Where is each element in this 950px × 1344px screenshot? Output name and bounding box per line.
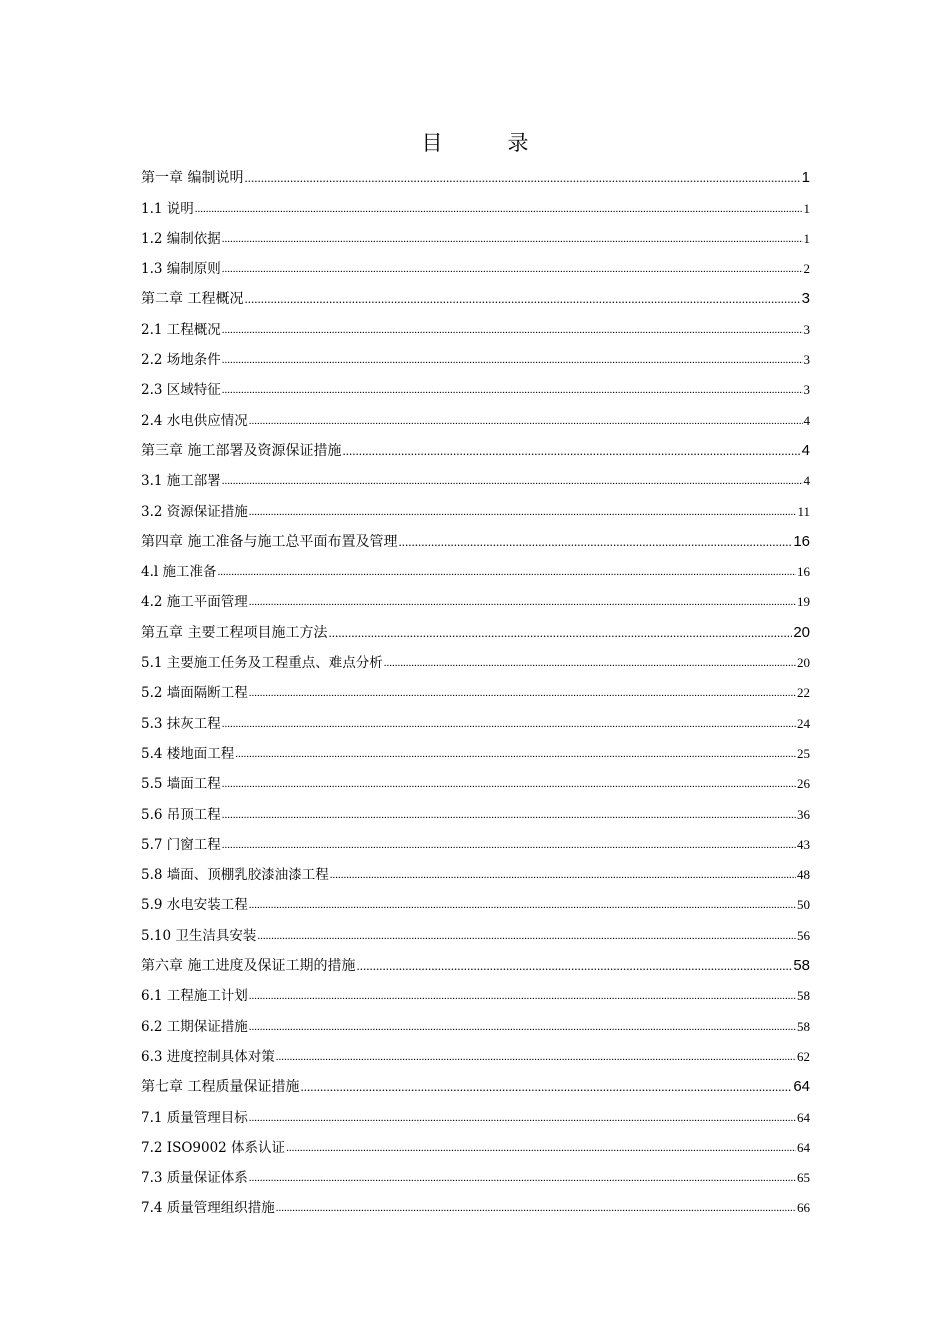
toc-entry-label: 3.1 施工部署 [141, 473, 221, 490]
toc-chapter-entry[interactable] [141, 278, 810, 308]
toc-section-entry[interactable] [141, 763, 810, 793]
toc-section-entry[interactable] [141, 1157, 810, 1187]
toc-page-number: 36 [797, 806, 810, 822]
toc-page-number: 1 [803, 230, 810, 246]
toc-dot-leader [235, 745, 796, 763]
toc-section-entry[interactable] [141, 1127, 810, 1157]
toc-page-number: 43 [797, 836, 810, 852]
toc-entry-label: 5.3 抹灰工程 [141, 715, 221, 732]
toc-dot-leader [222, 321, 803, 339]
toc-page-number: 58 [797, 988, 810, 1004]
toc-entry-label: 第二章 工程概况 [141, 291, 244, 308]
toc-entry-label: 2.2 场地条件 [141, 352, 221, 369]
toc-page-number: 2 [803, 261, 810, 277]
toc-page-number: 56 [797, 927, 810, 943]
toc-entry-label: 5.4 楼地面工程 [141, 745, 235, 762]
toc-dot-leader [222, 806, 796, 824]
toc-dot-leader [328, 624, 792, 642]
toc-page-number: 48 [797, 867, 810, 883]
toc-dot-leader [249, 1109, 796, 1127]
toc-title: 目 录 [421, 131, 551, 155]
toc-dot-leader [249, 503, 797, 521]
toc-page-number: 4 [801, 441, 810, 459]
toc-dot-leader [222, 715, 796, 733]
toc-entry-label: 4.l 施工准备 [141, 564, 217, 581]
toc-dot-leader [249, 896, 796, 914]
toc-entry-label: 5.2 墙面隔断工程 [141, 685, 248, 702]
toc-page-number: 11 [797, 503, 810, 519]
toc-dot-leader [384, 654, 796, 672]
toc-dot-leader [276, 1048, 796, 1066]
toc-page-number: 19 [797, 594, 810, 610]
toc-page-number: 64 [797, 1109, 810, 1125]
toc-dot-leader [249, 987, 796, 1005]
toc-entry-label: 第一章 编制说明 [141, 170, 244, 187]
toc-section-entry[interactable] [141, 793, 810, 823]
toc-dot-leader [286, 1139, 796, 1157]
toc-chapter-entry[interactable] [141, 157, 810, 187]
toc-entry-label: 2.4 水电供应情况 [141, 412, 248, 429]
toc-chapter-entry[interactable] [141, 611, 810, 641]
toc-page-number: 3 [803, 352, 810, 368]
toc-dot-leader [249, 1018, 796, 1036]
toc-section-entry[interactable] [141, 733, 810, 763]
toc-page-number: 24 [797, 715, 810, 731]
toc-chapter-entry[interactable] [141, 945, 810, 975]
toc-section-entry[interactable] [141, 490, 810, 520]
toc-entry-label: 5.10 卫生洁具安装 [141, 927, 257, 944]
toc-dot-leader [195, 200, 803, 218]
toc-entry-label: 5.8 墙面、顶棚乳胶漆油漆工程 [141, 867, 329, 884]
toc-section-entry[interactable] [141, 1036, 810, 1066]
toc-dot-leader [249, 1169, 796, 1187]
toc-dot-leader [276, 1199, 796, 1217]
toc-entry-label: 7.2 ISO9002 体系认证 [141, 1139, 286, 1156]
toc-section-entry[interactable] [141, 672, 810, 702]
toc-entry-label: 6.2 工期保证措施 [141, 1018, 248, 1035]
toc-entry-label: 7.1 质量管理目标 [141, 1109, 248, 1126]
toc-entry-label: 5.6 吊顶工程 [141, 806, 221, 823]
toc-chapter-entry[interactable] [141, 521, 810, 551]
toc-dot-leader [222, 472, 803, 490]
toc-entry-label: 6.1 工程施工计划 [141, 988, 248, 1005]
toc-section-entry[interactable] [141, 248, 810, 278]
toc-page-number: 4 [803, 412, 810, 428]
toc-dot-leader [330, 866, 796, 884]
toc-page-number: 3 [801, 290, 810, 308]
toc-section-entry[interactable] [141, 1005, 810, 1035]
toc-entry-label: 1.3 编制原则 [141, 261, 221, 278]
toc-page-number: 22 [797, 685, 810, 701]
toc-entry-label: 5.5 墙面工程 [141, 776, 221, 793]
toc-section-entry[interactable] [141, 642, 810, 672]
toc-dot-leader [222, 351, 803, 369]
toc-page-number: 64 [793, 1078, 810, 1096]
toc-entry-label: 2.3 区域特征 [141, 382, 221, 399]
toc-dot-leader [257, 927, 796, 945]
toc-entry-label: 1.2 编制依据 [141, 230, 221, 247]
toc-section-entry[interactable] [141, 702, 810, 732]
toc-entry-label: 6.3 进度控制具体对策 [141, 1048, 275, 1065]
toc-section-entry[interactable] [141, 1096, 810, 1126]
toc-entry-label: 5.1 主要施工任务及工程重点、难点分析 [141, 655, 383, 672]
toc-section-entry[interactable] [141, 369, 810, 399]
toc-page-number: 58 [797, 1018, 810, 1034]
toc-list [141, 157, 810, 1217]
toc-entry-label: 第五章 主要工程项目施工方法 [141, 624, 328, 641]
toc-page-number: 26 [797, 776, 810, 792]
toc-dot-leader [249, 684, 796, 702]
toc-entry-label: 4.2 施工平面管理 [141, 594, 248, 611]
toc-page-number: 1 [803, 200, 810, 216]
toc-section-entry[interactable] [141, 551, 810, 581]
toc-section-entry[interactable] [141, 218, 810, 248]
toc-dot-leader [222, 260, 803, 278]
toc-section-entry[interactable] [141, 460, 810, 490]
toc-page-number: 62 [797, 1048, 810, 1064]
toc-dot-leader [356, 957, 792, 975]
toc-page-number: 64 [797, 1139, 810, 1155]
toc-page-number: 1 [801, 169, 810, 187]
toc-dot-leader [342, 442, 800, 460]
toc-dot-leader [218, 563, 797, 581]
toc-dot-leader [222, 775, 796, 793]
toc-chapter-entry[interactable] [141, 1066, 810, 1096]
toc-dot-leader [222, 381, 803, 399]
toc-dot-leader [300, 1078, 792, 1096]
toc-section-entry[interactable] [141, 187, 810, 217]
toc-page-number: 4 [803, 473, 810, 489]
toc-section-entry[interactable] [141, 975, 810, 1005]
toc-page-number: 16 [793, 532, 810, 550]
toc-page-number: 50 [797, 897, 810, 913]
toc-dot-leader [244, 169, 800, 187]
toc-entry-label: 7.4 质量管理组织措施 [141, 1200, 275, 1217]
toc-dot-leader [249, 412, 803, 430]
toc-page-number: 16 [797, 564, 810, 580]
toc-entry-label: 第四章 施工准备与施工总平面布置及管理 [141, 533, 398, 550]
toc-page-number: 3 [803, 382, 810, 398]
toc-page-number: 65 [797, 1170, 810, 1186]
toc-section-entry[interactable] [141, 339, 810, 369]
toc-page-number: 58 [793, 957, 810, 975]
toc-section-entry[interactable] [141, 884, 810, 914]
toc-page-number: 20 [797, 655, 810, 671]
toc-entry-label: 第三章 施工部署及资源保证措施 [141, 442, 342, 459]
toc-page-number: 66 [797, 1200, 810, 1216]
toc-dot-leader [398, 533, 792, 551]
toc-dot-leader [222, 836, 796, 854]
toc-section-entry[interactable] [141, 824, 810, 854]
toc-section-entry[interactable] [141, 399, 810, 429]
toc-section-entry[interactable] [141, 914, 810, 944]
toc-section-entry[interactable] [141, 1187, 810, 1217]
toc-page-number: 25 [797, 745, 810, 761]
toc-section-entry[interactable] [141, 854, 810, 884]
toc-page-number: 20 [793, 623, 810, 641]
toc-dot-leader [249, 593, 796, 611]
toc-entry-label: 2.1 工程概况 [141, 321, 221, 338]
toc-section-entry[interactable] [141, 581, 810, 611]
toc-entry-label: 7.3 质量保证体系 [141, 1170, 248, 1187]
toc-dot-leader [222, 230, 803, 248]
toc-entry-label: 5.9 水电安装工程 [141, 897, 248, 914]
toc-entry-label: 3.2 资源保证措施 [141, 503, 248, 520]
toc-entry-label: 1.1 说明 [141, 200, 194, 217]
toc-entry-label: 第七章 工程质量保证措施 [141, 1079, 300, 1096]
toc-section-entry[interactable] [141, 308, 810, 338]
toc-entry-label: 第六章 施工进度及保证工期的措施 [141, 958, 356, 975]
toc-entry-label: 5.7 门窗工程 [141, 836, 221, 853]
toc-dot-leader [244, 290, 800, 308]
toc-chapter-entry[interactable] [141, 430, 810, 460]
toc-page-number: 3 [803, 321, 810, 337]
